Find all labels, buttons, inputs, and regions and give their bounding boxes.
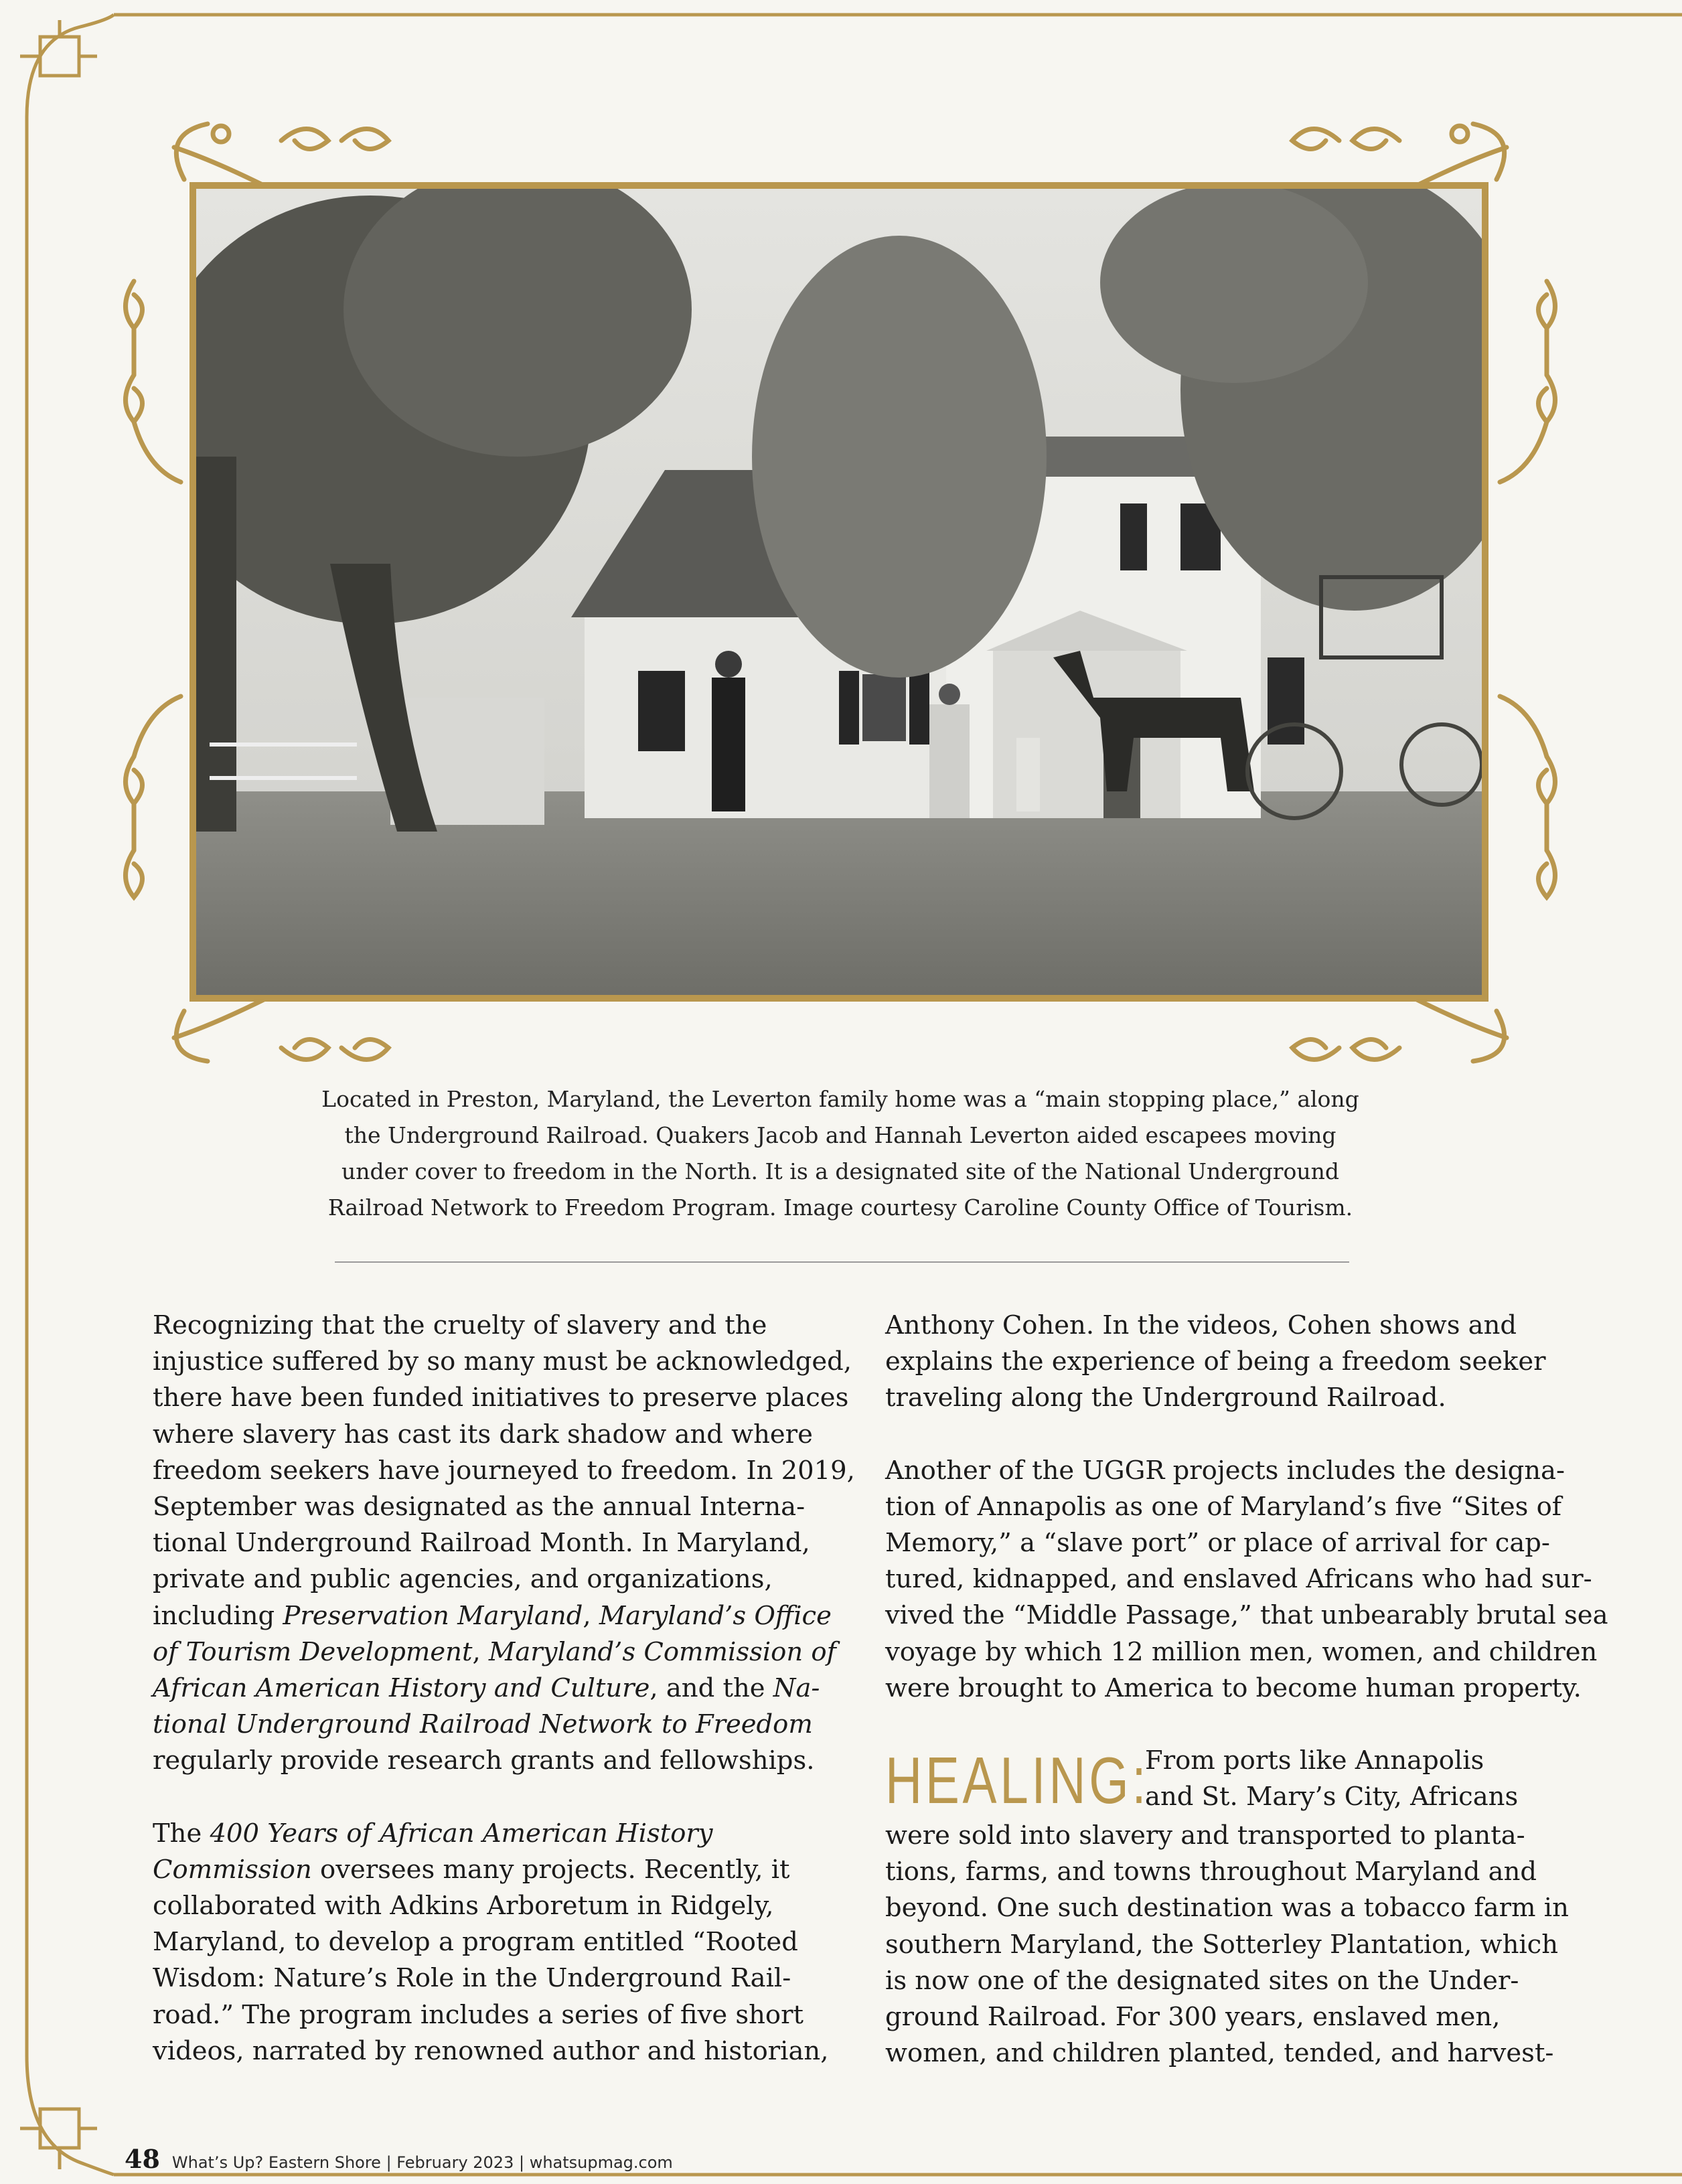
organization-name: of Tourism Development <box>153 1636 473 1667</box>
article-column-right <box>885 1308 1608 2072</box>
caption-line: Railroad Network to Freedom Program. Image courtesy Caroline County Office of Tourism. <box>327 1194 1353 1221</box>
organization-name: Preservation Maryland <box>283 1600 583 1631</box>
text-line: tions, farms, and towns throughout Maryland and <box>885 1857 1537 1887</box>
text-line: Memory,” a “slave port” or place of arrival for cap- <box>885 1528 1550 1559</box>
organization-name: Maryland’s Commission of <box>488 1636 836 1667</box>
text-line: Wisdom: Nature’s Role in the Underground Rail- <box>153 1963 791 1994</box>
text-line: southern Maryland, the Sotterley Plantation, which <box>885 1929 1559 1960</box>
text-line: and St. Mary’s City, Africans <box>1145 1782 1519 1812</box>
text-line: tured, kidnapped, and enslaved Africans who had sur- <box>885 1564 1592 1595</box>
text-line: freedom seekers have journeyed to freedom. In 2019, <box>153 1455 855 1486</box>
text-line: Anthony Cohen. In the videos, Cohen shows and <box>885 1310 1517 1340</box>
text-line: Maryland, to develop a program entitled “Rooted <box>153 1927 798 1958</box>
caption-line: under cover to freedom in the North. It is a designated site of the National Underground <box>341 1158 1339 1184</box>
text-line <box>153 1670 829 1707</box>
text-run: , <box>472 1636 489 1667</box>
text-line: women, and children planted, tended, and harvest- <box>885 2038 1554 2069</box>
organization-name: Commission <box>153 1854 312 1885</box>
paragraph <box>153 1308 855 1780</box>
caption-line: the Underground Railroad. Quakers Jacob and Hannah Leverton aided escapees moving <box>344 1122 1336 1148</box>
text-line: tional Underground Railroad Month. In Maryland, <box>153 1528 810 1559</box>
text-line: regularly provide research grants and fellowships. <box>153 1745 815 1776</box>
page-number: 48 <box>125 2144 160 2174</box>
text-line: were sold into slavery and transported to planta- <box>885 1820 1525 1851</box>
text-line: videos, narrated by renowned author and historian, <box>153 2035 829 2066</box>
text-line: ground Railroad. For 300 years, enslaved men, <box>885 2002 1501 2033</box>
text-line: private and public agencies, and organizations, <box>153 1564 773 1595</box>
text-line: traveling along the Underground Railroad. <box>885 1383 1446 1413</box>
text-line <box>153 1634 836 1670</box>
text-line: voyage by which 12 million men, women, and children <box>885 1636 1598 1667</box>
section-heading-healing: HEALING: <box>885 1743 1150 1818</box>
text-run: , and the <box>649 1673 773 1704</box>
text-line: collaborated with Adkins Arboretum in Ridgely, <box>153 1891 774 1922</box>
article-column-left <box>153 1308 855 2106</box>
text-line <box>153 1852 829 1888</box>
organization-name: Na- <box>773 1673 820 1704</box>
photo-caption <box>295 1081 1386 1226</box>
text-run: The <box>153 1818 210 1849</box>
text-line: September was designated as the annual Interna- <box>153 1492 806 1523</box>
paragraph <box>885 1453 1608 1707</box>
text-line: From ports like Annapolis <box>1145 1745 1484 1776</box>
text-line: there have been funded initiatives to preserve places <box>153 1383 849 1413</box>
text-line: where slavery has cast its dark shadow and where <box>153 1419 813 1450</box>
text-line: tional Underground Railroad Network to Freedom <box>153 1709 813 1740</box>
caption-divider <box>335 1261 1349 1263</box>
text-run: including <box>153 1600 283 1631</box>
text-line: explains the experience of being a freedom seeker <box>885 1346 1546 1377</box>
text-line: injustice suffered by so many must be acknowledged, <box>153 1346 852 1377</box>
text-line: were brought to America to become human property. <box>885 1672 1582 1703</box>
text-run: , <box>583 1600 599 1631</box>
publication-info: What’s Up? Eastern Shore | February 2023 | whatsupmag.com <box>171 2153 673 2172</box>
caption-line: Located in Preston, Maryland, the Leverton family home was a “main stopping place,” along <box>321 1086 1359 1112</box>
page-footer <box>125 2144 673 2174</box>
paragraph <box>885 1308 1561 1417</box>
text-line: Another of the UGGR projects includes the designa- <box>885 1455 1565 1486</box>
healing-section <box>885 1743 1569 2072</box>
text-line <box>153 1816 829 1852</box>
text-line: road.” The program includes a series of five short <box>153 1999 804 2030</box>
paragraph <box>153 1816 829 2070</box>
organization-name: African American History and Culture <box>153 1673 650 1704</box>
text-line: tion of Annapolis as one of Maryland’s five “Sites of <box>885 1491 1562 1522</box>
organization-name: Maryland’s Office <box>599 1600 832 1631</box>
text-line: vived the “Middle Passage,” that unbearably brutal sea <box>885 1600 1608 1631</box>
text-run: oversees many projects. Recently, it <box>311 1854 790 1885</box>
text-line: Recognizing that the cruelty of slavery and the <box>153 1310 767 1340</box>
text-line <box>153 1598 832 1634</box>
organization-name: 400 Years of African American History <box>210 1818 713 1849</box>
leverton-house-photo <box>189 182 1488 1002</box>
text-line: beyond. One such destination was a tobacco farm in <box>885 1893 1569 1924</box>
text-line: is now one of the designated sites on the Under- <box>885 1965 1519 1996</box>
